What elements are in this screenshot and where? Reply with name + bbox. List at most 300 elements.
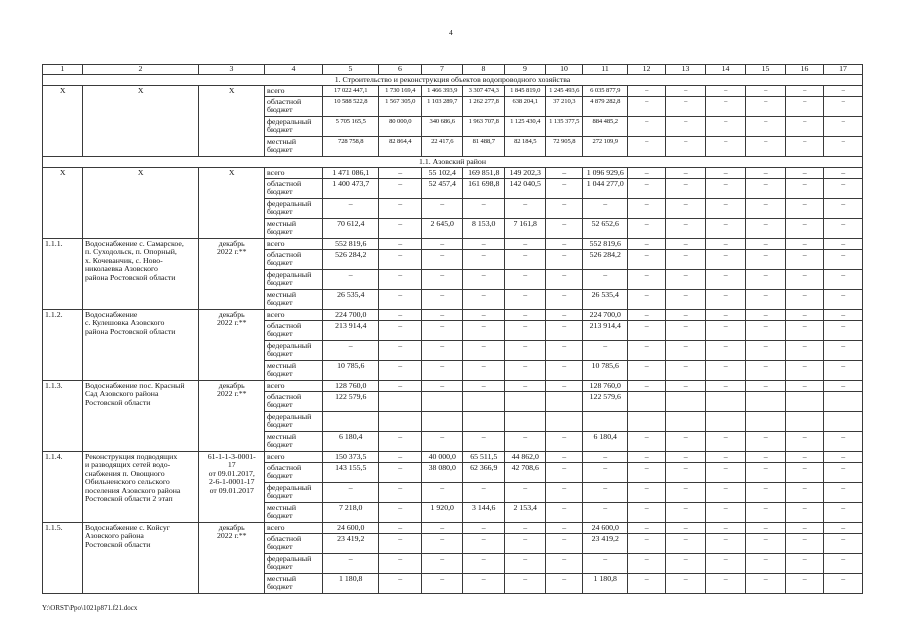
value-cell: – (786, 219, 824, 239)
object-code: Х (43, 168, 83, 239)
value-cell: – (628, 483, 666, 503)
value-cell: – (706, 310, 746, 321)
budget-row (43, 452, 863, 463)
value-cell: – (505, 483, 546, 503)
object-term: 61-1-1-3-0001- 17 от 09.01.2017, 2-6-1-0001-17 от 09.01.2017 (199, 452, 265, 523)
value-cell: 340 686,6 (422, 117, 463, 137)
value-cell: – (463, 534, 505, 554)
value-cell: 3 144,6 (463, 503, 505, 523)
value-cell: – (628, 86, 666, 97)
value-cell: – (422, 483, 463, 503)
value-cell: – (505, 574, 546, 594)
value-cell: – (463, 432, 505, 452)
value-cell: – (666, 250, 706, 270)
budget-source-label: федеральный бюджет (265, 199, 323, 219)
value-cell: – (463, 574, 505, 594)
value-cell: 1 730 169,4 (379, 86, 422, 97)
budget-source-label: местный бюджет (265, 432, 323, 452)
value-cell: – (628, 239, 666, 250)
value-cell: – (666, 117, 706, 137)
value-cell: 526 284,2 (323, 250, 379, 270)
value-cell: – (379, 361, 422, 381)
value-cell: – (824, 463, 863, 483)
value-cell: – (546, 250, 583, 270)
value-cell: – (422, 250, 463, 270)
value-cell (505, 392, 546, 412)
value-cell: – (583, 452, 628, 463)
value-cell: – (628, 199, 666, 219)
value-cell (583, 412, 628, 432)
value-cell: – (786, 290, 824, 310)
object-term: декабрь 2022 г.** (199, 310, 265, 381)
object-term: декабрь 2022 г.** (199, 239, 265, 310)
budget-source-label: областной бюджет (265, 179, 323, 199)
value-cell: – (706, 534, 746, 554)
value-cell: – (824, 239, 863, 250)
value-cell: – (628, 381, 666, 392)
value-cell: – (706, 179, 746, 199)
value-cell: – (746, 554, 786, 574)
budget-source-label: областной бюджет (265, 392, 323, 412)
value-cell: – (546, 381, 583, 392)
value-cell: – (824, 503, 863, 523)
value-cell (422, 412, 463, 432)
object-term: декабрь 2022 г.** (199, 523, 265, 594)
value-cell: 1 125 430,4 (505, 117, 546, 137)
value-cell: – (379, 321, 422, 341)
value-cell: – (666, 290, 706, 310)
value-cell: – (463, 341, 505, 361)
value-cell: – (706, 574, 746, 594)
value-cell: 2 645,0 (422, 219, 463, 239)
value-cell: – (706, 554, 746, 574)
value-cell: 65 511,5 (463, 452, 505, 463)
value-cell: – (422, 321, 463, 341)
value-cell: 1 180,8 (583, 574, 628, 594)
value-cell: 1 920,0 (422, 503, 463, 523)
budget-source-label: федеральный бюджет (265, 117, 323, 137)
value-cell: 122 579,6 (323, 392, 379, 412)
value-cell: 72 905,8 (546, 137, 583, 157)
value-cell: – (786, 179, 824, 199)
budget-source-label: местный бюджет (265, 219, 323, 239)
value-cell: – (666, 432, 706, 452)
value-cell: – (628, 290, 666, 310)
object-name: Водоснабжение с. Самарское, п. Суходольск, п. Опорный, х. Кочеванчик, с. Ново- николаевка Азовского района Ростовской области (83, 239, 199, 310)
value-cell: – (379, 452, 422, 463)
value-cell: – (583, 503, 628, 523)
value-cell: 23 419,2 (323, 534, 379, 554)
value-cell: 4 879 282,8 (583, 97, 628, 117)
value-cell: – (546, 310, 583, 321)
value-cell: – (706, 270, 746, 290)
value-cell: – (666, 452, 706, 463)
budget-source-label: всего (265, 168, 323, 179)
budget-row (43, 310, 863, 321)
column-number-row (43, 65, 863, 75)
value-cell: 55 102,4 (422, 168, 463, 179)
value-cell: – (379, 290, 422, 310)
value-cell: – (786, 97, 824, 117)
budget-row (43, 168, 863, 179)
value-cell (323, 412, 379, 432)
column-number: 17 (824, 65, 863, 75)
column-number: 3 (199, 65, 265, 75)
column-number: 12 (628, 65, 666, 75)
value-cell: – (379, 179, 422, 199)
value-cell: – (786, 554, 824, 574)
value-cell: – (505, 534, 546, 554)
value-cell: – (706, 168, 746, 179)
value-cell: 149 202,3 (505, 168, 546, 179)
value-cell: – (746, 199, 786, 219)
value-cell: – (628, 179, 666, 199)
value-cell: – (786, 310, 824, 321)
value-cell: – (706, 361, 746, 381)
column-number: 13 (666, 65, 706, 75)
value-cell: – (824, 321, 863, 341)
program-table (42, 64, 863, 594)
value-cell: – (422, 554, 463, 574)
value-cell: – (546, 270, 583, 290)
value-cell: – (505, 381, 546, 392)
value-cell: – (628, 137, 666, 157)
value-cell: – (463, 250, 505, 270)
value-cell: 7 218,0 (323, 503, 379, 523)
value-cell: – (505, 270, 546, 290)
column-number: 7 (422, 65, 463, 75)
value-cell: – (786, 117, 824, 137)
value-cell: 728 758,8 (323, 137, 379, 157)
value-cell: – (379, 554, 422, 574)
value-cell: 1 103 289,7 (422, 97, 463, 117)
value-cell: – (746, 137, 786, 157)
value-cell: – (746, 86, 786, 97)
value-cell: – (505, 432, 546, 452)
value-cell: 6 180,4 (323, 432, 379, 452)
value-cell: – (666, 97, 706, 117)
value-cell: – (422, 341, 463, 361)
value-cell: 23 419,2 (583, 534, 628, 554)
value-cell: 1 180,8 (323, 574, 379, 594)
value-cell: – (746, 381, 786, 392)
value-cell (379, 392, 422, 412)
value-cell: – (546, 219, 583, 239)
value-cell: – (546, 290, 583, 310)
column-number: 6 (379, 65, 422, 75)
value-cell: – (546, 483, 583, 503)
value-cell: – (824, 168, 863, 179)
value-cell: – (824, 270, 863, 290)
value-cell: 1 845 819,0 (505, 86, 546, 97)
value-cell: 82 184,5 (505, 137, 546, 157)
value-cell: 161 698,8 (463, 179, 505, 199)
value-cell: – (463, 270, 505, 290)
value-cell: – (706, 137, 746, 157)
value-cell: – (505, 361, 546, 381)
value-cell: – (546, 503, 583, 523)
object-code: 1.1.4. (43, 452, 83, 523)
column-number: 1 (43, 65, 83, 75)
value-cell: – (583, 341, 628, 361)
budget-source-label: местный бюджет (265, 574, 323, 594)
value-cell: 224 700,0 (583, 310, 628, 321)
value-cell: – (666, 321, 706, 341)
value-cell (422, 392, 463, 412)
value-cell (379, 412, 422, 432)
value-cell: – (379, 270, 422, 290)
value-cell: – (786, 503, 824, 523)
value-cell: 40 000,0 (422, 452, 463, 463)
value-cell: 128 760,0 (583, 381, 628, 392)
value-cell: – (824, 341, 863, 361)
value-cell: 224 700,0 (323, 310, 379, 321)
value-cell: – (379, 341, 422, 361)
value-cell: 81 488,7 (463, 137, 505, 157)
value-cell: 1 567 305,0 (379, 97, 422, 117)
value-cell: 38 080,0 (422, 463, 463, 483)
value-cell: 24 600,0 (583, 523, 628, 534)
value-cell: – (706, 452, 746, 463)
value-cell: 638 204,1 (505, 97, 546, 117)
budget-row (43, 239, 863, 250)
object-term: Х (199, 86, 265, 157)
value-cell: 26 535,4 (583, 290, 628, 310)
value-cell: – (666, 534, 706, 554)
value-cell: 52 457,4 (422, 179, 463, 199)
value-cell: – (666, 239, 706, 250)
value-cell: – (546, 168, 583, 179)
value-cell: – (379, 250, 422, 270)
value-cell: – (546, 452, 583, 463)
value-cell: – (628, 310, 666, 321)
value-cell: 82 864,4 (379, 137, 422, 157)
value-cell: – (746, 179, 786, 199)
budget-source-label: федеральный бюджет (265, 554, 323, 574)
column-number: 14 (706, 65, 746, 75)
object-name: Х (83, 168, 199, 239)
value-cell: – (583, 554, 628, 574)
value-cell: – (379, 503, 422, 523)
value-cell: – (824, 199, 863, 219)
value-cell: – (746, 534, 786, 554)
value-cell: 1 400 473,7 (323, 179, 379, 199)
value-cell: – (379, 432, 422, 452)
object-term: Х (199, 168, 265, 239)
value-cell: – (379, 239, 422, 250)
value-cell: – (546, 179, 583, 199)
value-cell: – (323, 270, 379, 290)
value-cell: – (323, 483, 379, 503)
value-cell: 1 044 277,0 (583, 179, 628, 199)
section-title: 1. Строительство и реконструкция объектов водопроводного хозяйства (43, 75, 863, 86)
value-cell: – (824, 554, 863, 574)
value-cell: – (786, 463, 824, 483)
value-cell: 6 180,4 (583, 432, 628, 452)
value-cell: 272 109,9 (583, 137, 628, 157)
budget-source-label: местный бюджет (265, 137, 323, 157)
value-cell: – (746, 321, 786, 341)
value-cell: 5 705 165,5 (323, 117, 379, 137)
value-cell: – (746, 452, 786, 463)
value-cell: 10 785,6 (583, 361, 628, 381)
value-cell: – (379, 168, 422, 179)
value-cell: – (628, 452, 666, 463)
value-cell: – (379, 381, 422, 392)
value-cell: – (628, 361, 666, 381)
column-number: 4 (265, 65, 323, 75)
value-cell: 3 307 474,3 (463, 86, 505, 97)
value-cell: – (583, 270, 628, 290)
value-cell: – (546, 239, 583, 250)
value-cell: 80 000,0 (379, 117, 422, 137)
value-cell: – (746, 219, 786, 239)
value-cell: – (786, 86, 824, 97)
value-cell: – (824, 381, 863, 392)
value-cell: – (666, 270, 706, 290)
value-cell: – (666, 503, 706, 523)
value-cell (546, 392, 583, 412)
section-title: 1.1. Азовский район (43, 157, 863, 168)
value-cell: – (628, 463, 666, 483)
value-cell: – (422, 361, 463, 381)
value-cell: – (379, 199, 422, 219)
value-cell (666, 392, 706, 412)
value-cell: 24 600,0 (323, 523, 379, 534)
value-cell (786, 412, 824, 432)
budget-source-label: всего (265, 452, 323, 463)
value-cell: – (746, 463, 786, 483)
value-cell: – (786, 452, 824, 463)
value-cell: – (786, 239, 824, 250)
value-cell: – (706, 341, 746, 361)
value-cell: – (666, 310, 706, 321)
value-cell: 552 819,6 (323, 239, 379, 250)
budget-source-label: всего (265, 381, 323, 392)
budget-source-label: областной бюджет (265, 321, 323, 341)
value-cell: – (379, 523, 422, 534)
value-cell: – (463, 381, 505, 392)
value-cell: – (628, 432, 666, 452)
value-cell: – (706, 290, 746, 310)
value-cell: – (824, 117, 863, 137)
section-row (43, 157, 863, 168)
value-cell: 10 785,6 (323, 361, 379, 381)
value-cell: – (628, 97, 666, 117)
value-cell: – (628, 503, 666, 523)
value-cell: – (505, 239, 546, 250)
value-cell (786, 392, 824, 412)
value-cell: – (746, 483, 786, 503)
value-cell: 37 210,3 (546, 97, 583, 117)
value-cell: – (422, 310, 463, 321)
value-cell: – (505, 321, 546, 341)
value-cell: – (463, 523, 505, 534)
column-number: 11 (583, 65, 628, 75)
value-cell: – (786, 574, 824, 594)
budget-source-label: областной бюджет (265, 97, 323, 117)
value-cell (706, 392, 746, 412)
value-cell: 17 022 447,1 (323, 86, 379, 97)
value-cell: 10 588 522,8 (323, 97, 379, 117)
value-cell: – (786, 534, 824, 554)
value-cell: – (628, 574, 666, 594)
value-cell: – (824, 523, 863, 534)
column-number: 5 (323, 65, 379, 75)
value-cell: – (746, 341, 786, 361)
value-cell: – (706, 483, 746, 503)
value-cell: – (546, 554, 583, 574)
value-cell: – (824, 574, 863, 594)
value-cell: – (379, 310, 422, 321)
object-code: Х (43, 86, 83, 157)
object-code: 1.1.5. (43, 523, 83, 594)
column-number: 10 (546, 65, 583, 75)
file-path-footer: Y:\ORST\Ppo\1021p871.f21.docx (42, 604, 138, 612)
value-cell: 70 612,4 (323, 219, 379, 239)
value-cell (505, 412, 546, 432)
value-cell: – (746, 97, 786, 117)
value-cell: 128 760,0 (323, 381, 379, 392)
value-cell: – (746, 432, 786, 452)
value-cell: – (824, 483, 863, 503)
value-cell (824, 392, 863, 412)
value-cell: 26 535,4 (323, 290, 379, 310)
value-cell: – (746, 250, 786, 270)
column-number: 2 (83, 65, 199, 75)
value-cell: – (628, 250, 666, 270)
value-cell: – (666, 381, 706, 392)
value-cell: 6 035 877,9 (583, 86, 628, 97)
value-cell: – (706, 250, 746, 270)
budget-row (43, 86, 863, 97)
value-cell: – (746, 523, 786, 534)
value-cell: – (463, 199, 505, 219)
value-cell: – (323, 341, 379, 361)
value-cell: 62 366,9 (463, 463, 505, 483)
value-cell: – (824, 432, 863, 452)
value-cell: – (546, 574, 583, 594)
value-cell: – (824, 534, 863, 554)
value-cell: – (666, 137, 706, 157)
value-cell: 150 373,5 (323, 452, 379, 463)
budget-source-label: всего (265, 86, 323, 97)
value-cell: – (666, 523, 706, 534)
value-cell: – (666, 483, 706, 503)
value-cell: – (786, 432, 824, 452)
value-cell: – (786, 341, 824, 361)
object-name: Х (83, 86, 199, 157)
value-cell: – (323, 554, 379, 574)
value-cell: – (583, 483, 628, 503)
value-cell: – (706, 239, 746, 250)
object-code: 1.1.3. (43, 381, 83, 452)
value-cell: – (746, 574, 786, 594)
value-cell: – (666, 574, 706, 594)
value-cell: – (666, 179, 706, 199)
object-name: Реконструкция подводящих и разводящих сетей водо- снабжения п. Овощного Обильненского сельского поселения Азовского района Ростовской области 2 этап (83, 452, 199, 523)
object-code: 1.1.1. (43, 239, 83, 310)
value-cell: – (546, 321, 583, 341)
value-cell: 2 153,4 (505, 503, 546, 523)
value-cell: – (546, 523, 583, 534)
value-cell: – (746, 270, 786, 290)
value-cell: – (379, 483, 422, 503)
value-cell: – (824, 310, 863, 321)
value-cell: – (666, 361, 706, 381)
value-cell: – (746, 503, 786, 523)
table-body (43, 65, 863, 594)
